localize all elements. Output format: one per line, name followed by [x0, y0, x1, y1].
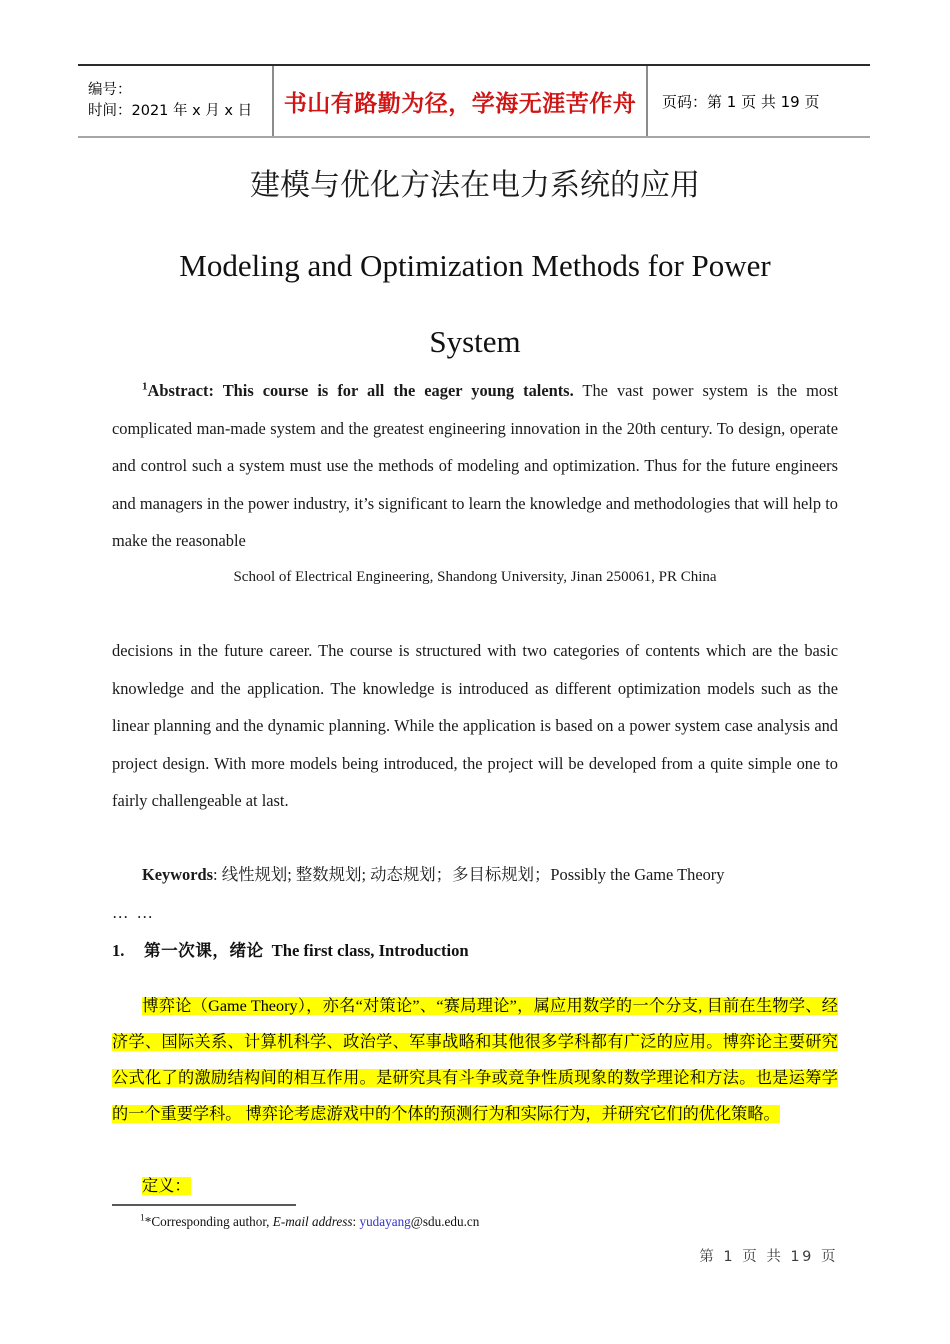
section-heading-1	[112, 938, 838, 964]
header-table	[78, 64, 870, 138]
footnote-email-domain: @sdu.edu.cn	[410, 1214, 480, 1229]
keywords-label: Keywords	[142, 865, 214, 884]
keywords-line	[112, 856, 838, 894]
header-cell-meta	[78, 66, 274, 136]
footnote-email-label: E-mail address	[272, 1214, 353, 1229]
keywords-separator: :	[213, 865, 222, 884]
abstract-body: The vast power system is the most complicated man-made system and the greatest engineering innovation in the 20th century. To design, operate and control such a system must use the methods of modeling and optimization. Thus for the future engineers and managers in the power industry, it’s significant to learn the knowledge and methodologies that will help to make the reasonable	[112, 381, 838, 550]
footnote-marker: 1	[140, 1213, 145, 1224]
section-title-chinese: 第一次课，绪论	[144, 941, 264, 960]
section-title-english: The first class, Introduction	[271, 941, 469, 960]
highlighted-text: 博弈论（Game Theory），亦名“对策论”、“赛局理论”，属应用数学的一个分支, 目前在生物学、经济学、国际关系、计算机科学、政治学、军事战略和其他很多学科都有广泛的应用。博弈论主要研究公式化了的激励结构间的相互作用。是研究具有斗争或竞争性质现象的数学理论和方法。也是运筹学的一个重要学科。 博弈论考虑游戏中的个体的预测行为和实际行为，并研究它们的优化策略。	[112, 997, 838, 1123]
page-title-chinese: 建模与优化方法在电力系统的应用	[250, 168, 700, 203]
highlighted-paragraph	[112, 988, 838, 1132]
header-cell-pagination	[648, 66, 870, 136]
abstract-paragraph	[112, 372, 838, 560]
keywords-ellipsis: … …	[112, 903, 155, 922]
footnote-colon: :	[352, 1214, 360, 1229]
page-footer: 第 1 页 共 19 页	[699, 1249, 838, 1265]
section-number: 1.	[112, 941, 125, 960]
page-title-english-line1: Modeling and Optimization Methods for Power	[179, 248, 771, 283]
keywords-value: 线性规划; 整数规划; 动态规划；多目标规划；Possibly the Game Theory	[221, 865, 725, 884]
footnote-prefix: Corresponding author,	[151, 1214, 273, 1229]
define-line	[112, 1168, 191, 1204]
header-number-label: 编号：	[88, 82, 132, 98]
body-paragraph-two: decisions in the future career. The course is structured with two categories of contents which are the basic knowledge and the application. The knowledge is introduced as different optimization models such as the linear planning and the dynamic planning. While the application is based on a power system case analysis and project design. With more models being introduced, the project will be developed from a quite simple one to fairly challengeable at last.	[112, 641, 838, 810]
affiliation-line: School of Electrical Engineering, Shandong University, Jinan 250061, PR China	[233, 569, 717, 585]
footnote-separator-rule	[112, 1204, 296, 1206]
header-slogan: 书山有路勤为径，学海无涯苦作舟	[283, 90, 637, 117]
header-page-number: 页码：第 1 页 共 19 页	[662, 92, 820, 111]
footnote-asterisk: *	[144, 1214, 152, 1229]
page-title-english	[112, 228, 838, 380]
page-title-english-line2: System	[429, 324, 521, 359]
define-label: 定义：	[142, 1177, 191, 1195]
footnote-email-link[interactable]: yudayang	[359, 1214, 411, 1229]
abstract-footnote-marker: 1	[142, 380, 148, 393]
header-date-label: 时间：2021 年 x 月 x 日	[88, 103, 253, 119]
abstract-lead: Abstract: This course is for all the eager young talents.	[147, 381, 574, 400]
footnote-text	[140, 1212, 479, 1232]
header-cell-slogan	[274, 66, 648, 136]
